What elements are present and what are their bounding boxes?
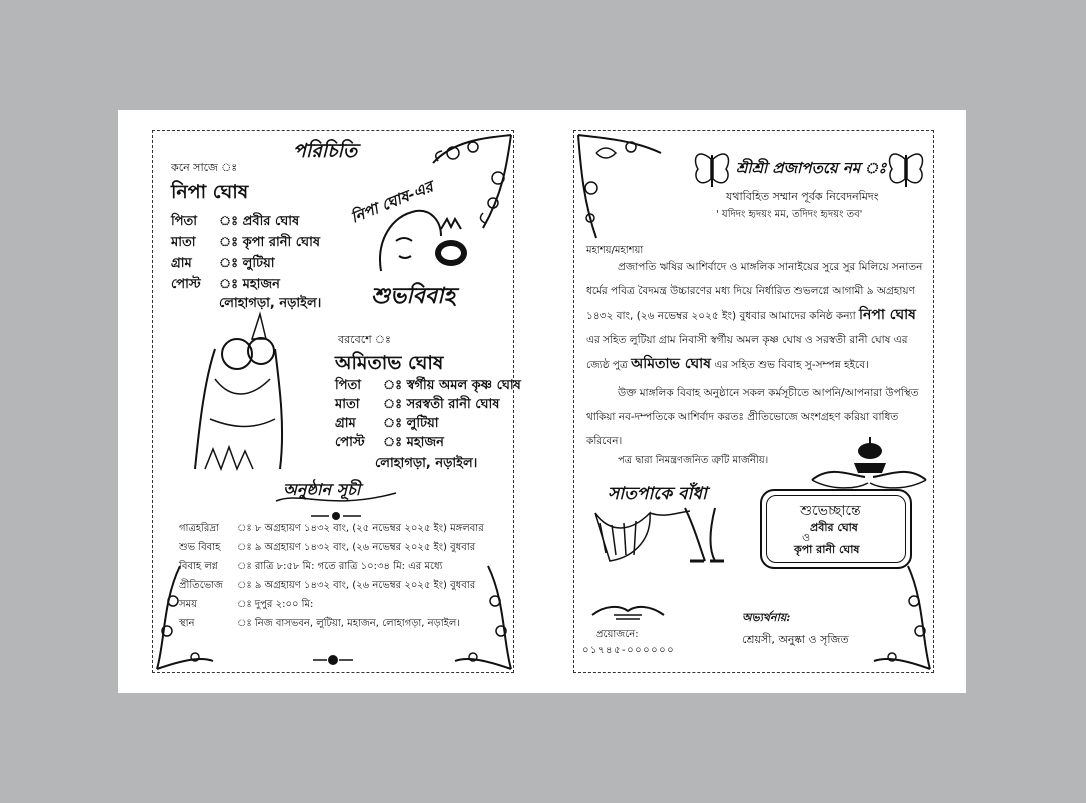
program-row: বিবাহ লগ্ন ঃ রাত্রি ৮:৫৮ মি: গতে রাত্রি ১০:৩৪ মি: এর মধ্যে xyxy=(179,561,443,572)
guests-label: অভ্যর্থনায়: xyxy=(742,611,791,624)
groom-detail-row: মাতা ঃ সরস্বতী রানী ঘোষ xyxy=(335,397,500,412)
groom-name-highlight: অমিতাভ ঘোষ xyxy=(631,356,711,372)
bride-detail-row: পোস্ট ঃ মহাজন xyxy=(171,277,280,292)
bride-address: লোহাগড়া, নড়াইল। xyxy=(219,296,322,311)
program-row: প্রীতিভোজ ঃ ৯ অগ্রহায়ণ ১৪৩২ বাং, (২৬ নভেম্বর ২০২৫ ইং) বুধবার xyxy=(179,580,476,591)
hands-kalash-icon xyxy=(810,435,928,493)
bride-name-highlight: নিপা ঘোষ xyxy=(859,307,916,323)
greeting-name-1: প্রবীর ঘোষ xyxy=(810,521,858,534)
guests-names: শ্রেয়সী, অনুষ্কা ও সৃজিত xyxy=(742,633,849,646)
contact-phone: ০১৭৪৫-০০০০০০ xyxy=(582,645,676,656)
title-line1: নিপা ঘোষ-এর xyxy=(348,177,436,227)
header-script: পরিচিতি xyxy=(293,140,358,162)
bride-detail-row: গ্রাম ঃ লুটিয়া xyxy=(171,256,275,271)
apology-line: পত্র দ্বারা নিমন্ত্রণজনিত ত্রুটি মার্জনীয়। xyxy=(618,455,769,466)
wedding-couple-walking-icon xyxy=(590,503,740,563)
bride-name: নিপা ঘোষ xyxy=(171,181,249,203)
subheading-1: যথাবিহিত সম্মান পূর্বক নিবেদনমিদং xyxy=(726,190,879,203)
bottom-ornament-icon xyxy=(311,651,355,669)
couple-illustration-icon xyxy=(175,309,285,479)
invite-paragraph: উক্ত মাঙ্গলিক বিবাহ অনুষ্ঠানে সকল কর্মসূচীতে আপনি/আপনারা উপস্থিত থাকিয়া নব-দম্পতিকে আশির্বাদ করতঃ প্রীতিভোজে অংশগ্রহণ করিয়া বাধিত করিবেন। xyxy=(586,387,919,447)
greeting-title: শুভেচ্ছান্তে xyxy=(800,503,861,519)
groom-detail-row: গ্রাম ঃ লুটিয়া xyxy=(335,416,439,431)
butterfly-icon xyxy=(886,149,926,191)
bride-intro: কনে সাজে ঃ xyxy=(171,161,238,174)
salutation: মহাশয়/মহাশয়া xyxy=(586,245,644,256)
greeting-and: ও xyxy=(802,531,811,544)
groom-intro: বরবেশে ঃ xyxy=(338,333,391,346)
bride-detail-row: মাতা ঃ কৃপা রানী ঘোষ xyxy=(171,235,321,250)
groom-detail-row: পিতা ঃ স্বর্গীয় অমল কৃষ্ণ ঘোষ xyxy=(335,378,521,393)
main-paragraph: প্রজাপতি ঋষির আশির্বাদে ও মাঙ্গলিক সানাইয়ের সুরে সুর মিলিয়ে সনাতন ধর্মের পবিত্র বৈদমন্ত্র উচ্চারণের মধ্য দিয়ে নির্ধারিত শুভলগ্নে আগামী ৯ অগ্রহায়ণ ১৪৩২ বাং, (২৬ নভেম্বর ২০২৫ ইং) বুধবার আমাদের কনিষ্ঠ কন্যা নিপা ঘোষ এর সহিত লুটিয়া গ্রাম নিবাসী স্বর্গীয় অমল কৃষ্ণ ঘোষ ও সরস্বতী রানী ঘোষ এর জ্যেষ্ঠ পুত্র অমিতাভ ঘোষ এর সহিত শুভ বিবাহ সু-সম্পন্ন হইবে। xyxy=(586,261,923,372)
program-title: অনুষ্ঠান সূচী xyxy=(283,480,361,499)
butterfly-icon xyxy=(692,149,732,191)
saatpake-text: সাতপাকে বাঁধা xyxy=(608,484,707,504)
subheading-2: ' যদিদং হৃদয়ং মম, তদিদং হৃদয়ং তব' xyxy=(716,209,863,220)
left-card xyxy=(152,130,521,673)
floral-corner-icon xyxy=(870,561,932,671)
right-header: শ্রীশ্রী প্রজাপতয়ে নম ঃ xyxy=(736,159,887,177)
contact-label: প্রয়োজনে: xyxy=(596,629,639,640)
program-row: সময় ঃ দুপুর ২:০০ মি: xyxy=(179,599,314,610)
program-row: স্থান ঃ নিজ বাসভবন, লুটিয়া, মহাজন, লোহাগড়া, নড়াইল। xyxy=(179,618,460,629)
floral-corner-icon xyxy=(576,133,666,243)
groom-address: লোহাগড়া, নড়াইল। xyxy=(375,456,478,471)
floral-corner-icon xyxy=(453,561,513,671)
right-card xyxy=(573,130,934,673)
bride-detail-row: পিতা ঃ প্রবীর ঘোষ xyxy=(171,214,300,229)
program-row: গাত্রহরিদ্রা ঃ ৮ অগ্রহায়ণ ১৪৩২ বাং, (২৫ নভেম্বর ২০২৫ ইং) মঙ্গলবার xyxy=(179,523,484,534)
handshake-icon xyxy=(590,601,666,625)
groom-detail-row: পোস্ট ঃ মহাজন xyxy=(335,435,444,450)
bride-face-illustration-icon xyxy=(371,201,471,281)
program-row: শুভ বিবাহ ঃ ৯ অগ্রহায়ণ ১৪৩২ বাং, (২৬ নভেম্বর ২০২৫ ইং) বুধবার xyxy=(179,542,476,553)
floral-corner-icon xyxy=(155,561,215,671)
greeting-name-2: কৃপা রানী ঘোষ xyxy=(794,543,860,556)
invitation-sheet xyxy=(118,110,966,693)
groom-name: অমিতাভ ঘোষ xyxy=(335,352,444,374)
title-line2: শুভবিবাহ xyxy=(371,283,456,309)
